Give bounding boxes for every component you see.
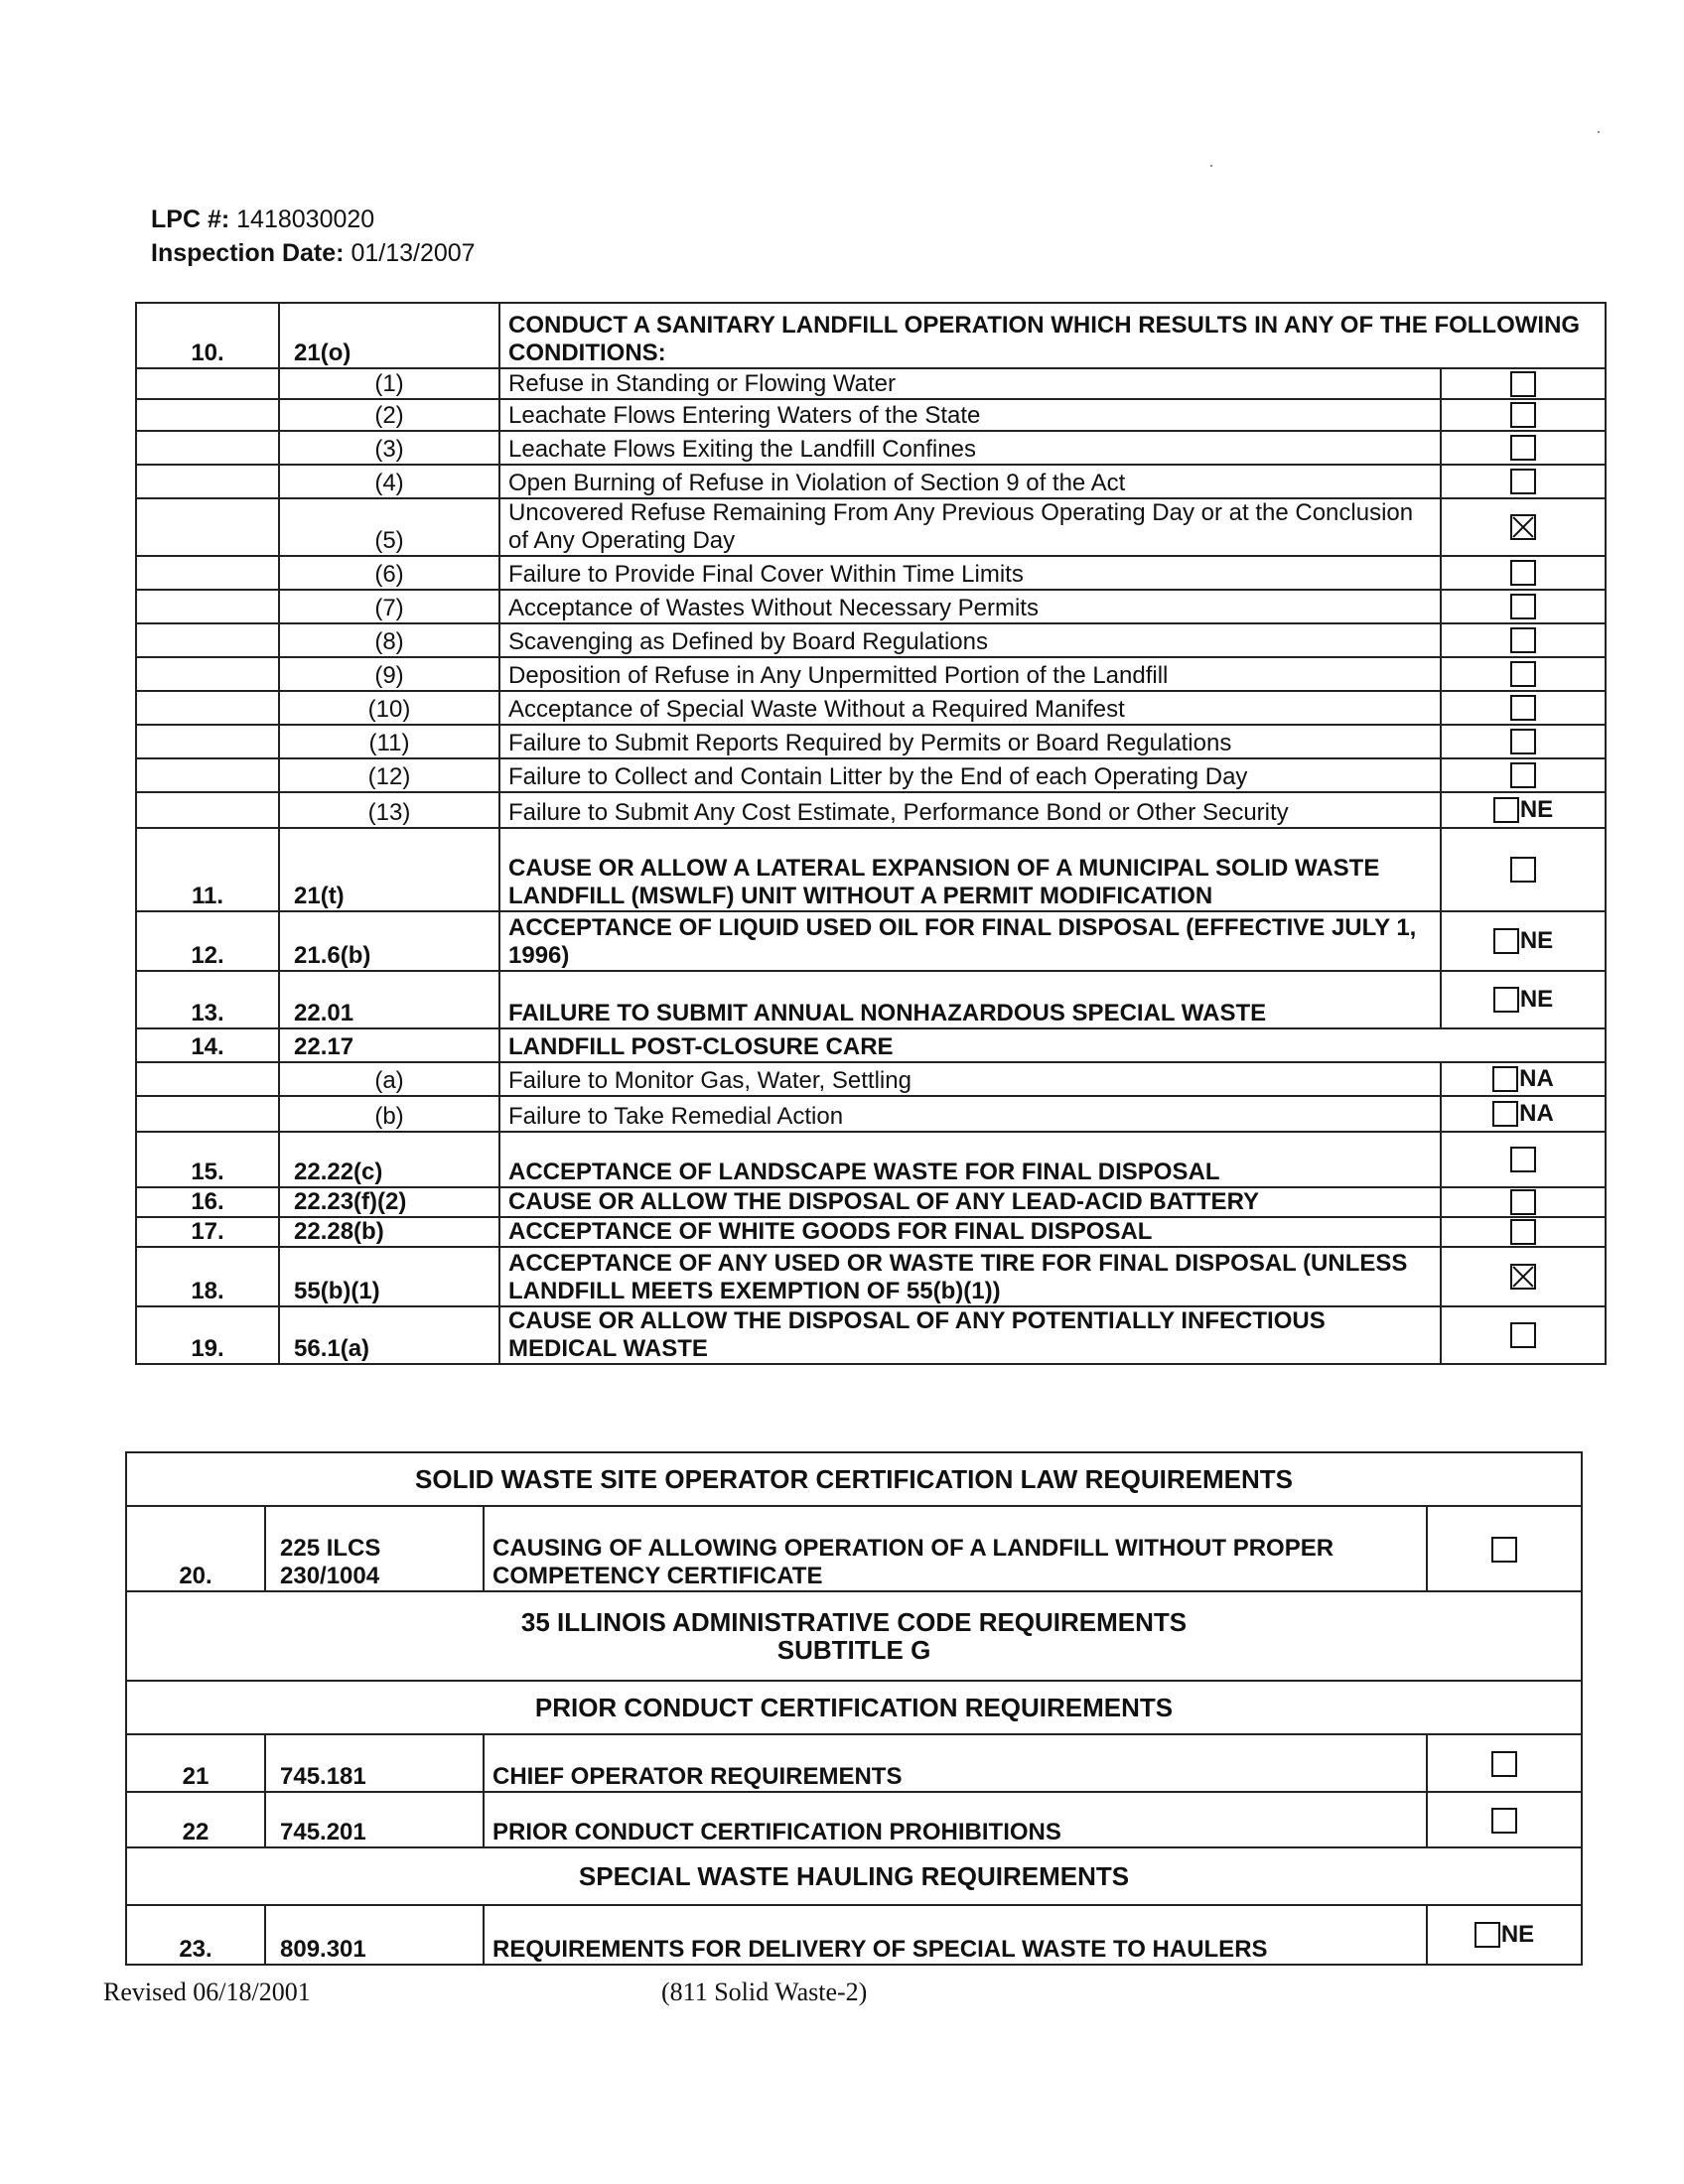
row-number: 18. [136, 1247, 279, 1306]
subsection-ref: (b) [279, 1096, 499, 1132]
table-row [136, 1096, 1606, 1132]
checkbox[interactable] [1510, 435, 1536, 461]
checkbox-label: NE [1519, 926, 1554, 954]
section-ref [265, 1506, 484, 1591]
scan-speck [1598, 131, 1600, 133]
checkbox-cell [1427, 1734, 1582, 1792]
subsection-ref: (12) [279, 758, 499, 792]
subsection-ref: (1) [279, 368, 499, 399]
banner-line: SUBTITLE G [776, 1635, 931, 1665]
section-banner-row [126, 1452, 1582, 1506]
row-description: CAUSE OR ALLOW A LATERAL EXPANSION OF A MUNICIPAL SOLID WASTE LANDFILL (MSWLF) UNIT WITHOUT A PERMIT MODIFICATION [499, 828, 1441, 911]
table-row [126, 1905, 1582, 1965]
section-ref: 22.23(f)(2) [279, 1187, 499, 1217]
subsection-ref: (3) [279, 431, 499, 465]
subsection-ref: (4) [279, 465, 499, 498]
table-row [126, 1734, 1582, 1792]
checkbox[interactable] [1510, 1147, 1536, 1172]
violations-table-1 [135, 302, 1607, 1365]
row-description: CONDUCT A SANITARY LANDFILL OPERATION WHICH RESULTS IN ANY OF THE FOLLOWING CONDITIONS: [499, 303, 1606, 368]
row-number: 13. [136, 971, 279, 1028]
subsection-ref: (11) [279, 725, 499, 758]
section-banner: PRIOR CONDUCT CERTIFICATION REQUIREMENTS [126, 1681, 1582, 1734]
checkbox-cell [1441, 431, 1606, 465]
section-banner [126, 1591, 1582, 1681]
checkbox[interactable] [1510, 469, 1536, 494]
checkbox-cell [1441, 556, 1606, 590]
form-number: (811 Solid Waste-2) [661, 1978, 868, 2006]
row-description: Failure to Provide Final Cover Within Time Limits [499, 556, 1441, 590]
checkbox[interactable] [1510, 514, 1536, 540]
row-description: ACCEPTANCE OF LIQUID USED OIL FOR FINAL DISPOSAL (EFFECTIVE JULY 1, 1996) [499, 911, 1441, 971]
checkbox-cell [1441, 590, 1606, 623]
row-number: 21 [126, 1734, 265, 1792]
table-row [136, 1132, 1606, 1187]
scan-speck [1210, 165, 1212, 167]
row-number [136, 792, 279, 828]
subsection-ref: (9) [279, 657, 499, 691]
row-description: Acceptance of Special Waste Without a Required Manifest [499, 691, 1441, 725]
row-description: CAUSING OF ALLOWING OPERATION OF A LANDFILL WITHOUT PROPER COMPETENCY CERTIFICATE [484, 1506, 1427, 1591]
table-row [136, 971, 1606, 1028]
table-row [126, 1506, 1582, 1591]
checkbox[interactable] [1491, 1537, 1517, 1563]
checkbox-cell [1441, 691, 1606, 725]
checkbox-label: NA [1519, 1064, 1554, 1092]
checkbox-cell [1441, 465, 1606, 498]
inspection-date [151, 238, 476, 268]
table-row [136, 1062, 1606, 1096]
checkbox[interactable] [1510, 1322, 1536, 1348]
checkbox-cell [1441, 828, 1606, 911]
table-row [136, 465, 1606, 498]
table-row [136, 828, 1606, 911]
section-ref: 22.17 [279, 1028, 499, 1062]
table-row [136, 498, 1606, 556]
table-row [136, 1306, 1606, 1364]
checkbox-cell [1441, 498, 1606, 556]
table-row [136, 303, 1606, 368]
checkbox-cell [1441, 1062, 1606, 1096]
checkbox[interactable] [1474, 1922, 1500, 1948]
checkbox-cell [1441, 1306, 1606, 1364]
checkbox[interactable] [1510, 1264, 1536, 1290]
table-row [136, 368, 1606, 399]
checkbox[interactable] [1510, 1219, 1536, 1245]
section-ref: 21(t) [279, 828, 499, 911]
lpc-label: LPC #: [151, 205, 230, 233]
section-ref-line: 225 ILCS [280, 1535, 381, 1562]
subsection-ref: (a) [279, 1062, 499, 1096]
section-banner: SOLID WASTE SITE OPERATOR CERTIFICATION LAW REQUIREMENTS [126, 1452, 1582, 1506]
section-ref: 55(b)(1) [279, 1247, 499, 1306]
row-description: ACCEPTANCE OF ANY USED OR WASTE TIRE FOR FINAL DISPOSAL (UNLESS LANDFILL MEETS EXEMPTION OF 55(b)(1)) [499, 1247, 1441, 1306]
section-ref: 21.6(b) [279, 911, 499, 971]
row-number [136, 623, 279, 657]
row-number: 20. [126, 1506, 265, 1591]
row-description: Acceptance of Wastes Without Necessary Permits [499, 590, 1441, 623]
row-number: 12. [136, 911, 279, 971]
checkbox[interactable] [1510, 695, 1536, 721]
row-description: ACCEPTANCE OF LANDSCAPE WASTE FOR FINAL DISPOSAL [499, 1132, 1441, 1187]
inspection-date-value: 01/13/2007 [351, 239, 476, 267]
checkbox[interactable] [1491, 1808, 1517, 1834]
subsection-ref: (8) [279, 623, 499, 657]
section-ref: 22.28(b) [279, 1217, 499, 1247]
checkbox[interactable] [1510, 1189, 1536, 1215]
row-number [136, 368, 279, 399]
row-number: 11. [136, 828, 279, 911]
row-description: CAUSE OR ALLOW THE DISPOSAL OF ANY POTENTIALLY INFECTIOUS MEDICAL WASTE [499, 1306, 1441, 1364]
row-description: Uncovered Refuse Remaining From Any Previous Operating Day or at the Conclusion of Any Operating Day [499, 498, 1441, 556]
row-number: 14. [136, 1028, 279, 1062]
row-number: 10. [136, 303, 279, 368]
lpc-number [151, 205, 374, 234]
subsection-ref: (10) [279, 691, 499, 725]
checkbox-cell [1441, 1247, 1606, 1306]
section-ref-line: 230/1004 [280, 1563, 380, 1589]
checkbox[interactable] [1492, 1101, 1518, 1127]
row-description: Failure to Submit Any Cost Estimate, Performance Bond or Other Security [499, 792, 1441, 828]
checkbox-cell [1441, 758, 1606, 792]
table-row [136, 1187, 1606, 1217]
row-number: 16. [136, 1187, 279, 1217]
row-description: LANDFILL POST-CLOSURE CARE [499, 1028, 1606, 1062]
table-row [136, 1247, 1606, 1306]
checkbox-cell [1441, 657, 1606, 691]
subsection-ref: (6) [279, 556, 499, 590]
row-number: 23. [126, 1905, 265, 1965]
row-description: Leachate Flows Entering Waters of the State [499, 399, 1441, 431]
section-ref: 745.181 [265, 1734, 484, 1792]
section-banner: SPECIAL WASTE HAULING REQUIREMENTS [126, 1847, 1582, 1905]
table-row [136, 399, 1606, 431]
table-row [136, 725, 1606, 758]
checkbox-cell [1441, 1187, 1606, 1217]
subsection-ref: (2) [279, 399, 499, 431]
table-row [136, 691, 1606, 725]
checkbox[interactable] [1510, 402, 1536, 428]
row-description: PRIOR CONDUCT CERTIFICATION PROHIBITIONS [484, 1792, 1427, 1847]
table-row [136, 911, 1606, 971]
checkbox[interactable] [1510, 627, 1536, 653]
checkbox-cell [1427, 1905, 1582, 1965]
table-row [136, 1217, 1606, 1247]
lpc-value: 1418030020 [236, 205, 375, 233]
row-description: Failure to Monitor Gas, Water, Settling [499, 1062, 1441, 1096]
table-row [136, 758, 1606, 792]
checkbox[interactable] [1493, 987, 1519, 1013]
checkbox-cell [1441, 971, 1606, 1028]
table-row [136, 657, 1606, 691]
subsection-ref: (13) [279, 792, 499, 828]
row-description: REQUIREMENTS FOR DELIVERY OF SPECIAL WASTE TO HAULERS [484, 1905, 1427, 1965]
checkbox[interactable] [1491, 1751, 1517, 1777]
row-number [136, 758, 279, 792]
checkbox-cell [1441, 792, 1606, 828]
row-number [136, 590, 279, 623]
row-description: Deposition of Refuse in Any Unpermitted Portion of the Landfill [499, 657, 1441, 691]
checkbox-cell [1441, 399, 1606, 431]
row-number: 19. [136, 1306, 279, 1364]
checkbox-label: NA [1519, 1099, 1554, 1127]
section-ref: 22.01 [279, 971, 499, 1028]
checkbox[interactable] [1492, 1066, 1518, 1092]
checkbox[interactable] [1510, 661, 1536, 687]
section-banner-row [126, 1681, 1582, 1734]
checkbox-cell [1441, 1217, 1606, 1247]
table-row [136, 590, 1606, 623]
row-description: Failure to Take Remedial Action [499, 1096, 1441, 1132]
row-description: CHIEF OPERATOR REQUIREMENTS [484, 1734, 1427, 1792]
section-banner-row [126, 1591, 1582, 1681]
section-ref: 56.1(a) [279, 1306, 499, 1364]
checkbox[interactable] [1510, 762, 1536, 788]
section-ref: 22.22(c) [279, 1132, 499, 1187]
checkbox-cell [1441, 911, 1606, 971]
checkbox[interactable] [1493, 928, 1519, 954]
table-row [126, 1792, 1582, 1847]
checkbox-label: NE [1500, 1921, 1535, 1949]
row-description: Refuse in Standing or Flowing Water [499, 368, 1441, 399]
row-number [136, 1096, 279, 1132]
inspection-date-label: Inspection Date: [151, 239, 345, 267]
row-number [136, 657, 279, 691]
table-row [136, 792, 1606, 828]
row-number [136, 725, 279, 758]
checkbox-cell [1441, 725, 1606, 758]
row-description: Leachate Flows Exiting the Landfill Confines [499, 431, 1441, 465]
row-description: CAUSE OR ALLOW THE DISPOSAL OF ANY LEAD-ACID BATTERY [499, 1187, 1441, 1217]
checkbox[interactable] [1510, 594, 1536, 619]
row-description: ACCEPTANCE OF WHITE GOODS FOR FINAL DISPOSAL [499, 1217, 1441, 1247]
subsection-ref: (7) [279, 590, 499, 623]
row-number [136, 465, 279, 498]
row-number [136, 431, 279, 465]
table-row [136, 556, 1606, 590]
row-number: 15. [136, 1132, 279, 1187]
row-number [136, 1062, 279, 1096]
row-description: Scavenging as Defined by Board Regulations [499, 623, 1441, 657]
row-number [136, 556, 279, 590]
row-number [136, 691, 279, 725]
checkbox-cell [1441, 368, 1606, 399]
row-description: Failure to Submit Reports Required by Permits or Board Regulations [499, 725, 1441, 758]
row-number: 22 [126, 1792, 265, 1847]
checkbox-cell [1441, 1096, 1606, 1132]
checkbox[interactable] [1510, 371, 1536, 397]
table-row [136, 1028, 1606, 1062]
row-description: Failure to Collect and Contain Litter by the End of each Operating Day [499, 758, 1441, 792]
checkbox-cell [1441, 1132, 1606, 1187]
section-ref: 809.301 [265, 1905, 484, 1965]
row-number [136, 399, 279, 431]
table-row [136, 431, 1606, 465]
section-banner-row [126, 1847, 1582, 1905]
row-number [136, 498, 279, 556]
checkbox[interactable] [1510, 729, 1536, 754]
row-number: 17. [136, 1217, 279, 1247]
checkbox-cell [1441, 623, 1606, 657]
subsection-ref: (5) [279, 498, 499, 556]
checkbox-cell [1427, 1506, 1582, 1591]
checkbox-cell [1427, 1792, 1582, 1847]
checkbox[interactable] [1510, 857, 1536, 883]
banner-line: 35 ILLINOIS ADMINISTRATIVE CODE REQUIREMENTS [520, 1607, 1188, 1637]
checkbox[interactable] [1493, 797, 1519, 823]
checkbox-label: NE [1519, 795, 1554, 823]
table-row [136, 623, 1606, 657]
section-ref: 745.201 [265, 1792, 484, 1847]
revised-date: Revised 06/18/2001 [103, 1978, 311, 2006]
row-description: Open Burning of Refuse in Violation of Section 9 of the Act [499, 465, 1441, 498]
section-ref: 21(o) [279, 303, 499, 368]
checkbox[interactable] [1510, 560, 1536, 586]
violations-table-2 [125, 1451, 1583, 1966]
row-description: FAILURE TO SUBMIT ANNUAL NONHAZARDOUS SPECIAL WASTE [499, 971, 1441, 1028]
checkbox-label: NE [1519, 985, 1554, 1013]
